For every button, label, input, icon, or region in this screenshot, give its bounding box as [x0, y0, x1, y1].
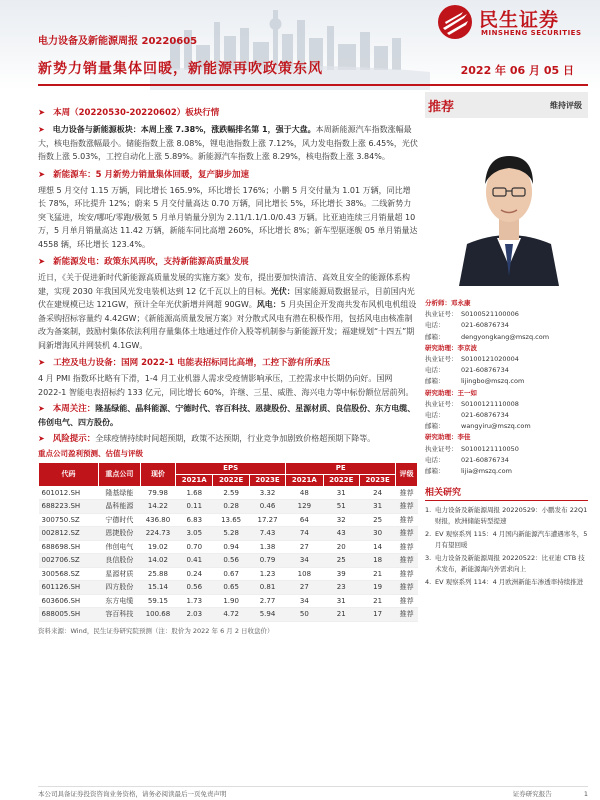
paragraph-market: ➤ 电力设备与新能源板块：本周上涨 7.38%，涨跌幅排名第 1，强于大盘。本周新能源汽车指数涨幅最大，核电指数涨幅最小。储能指数上涨 8.08%，锂电池指数上涨 7.12%，风力发电指数上涨 6.45%，光伏指数上涨 5.03%，工控自动化上涨 5.89%。新能源汽车指数上涨 8.29%，核电指数上涨 3.84%。 [38, 125, 418, 161]
analyst-detail: 执业证号： S0100121110050 [425, 444, 519, 453]
analyst-detail: 邮箱： lijia@mszq.com [425, 467, 512, 476]
table-cell: 1.68 [176, 486, 213, 500]
paragraph-ev: 理想 5 月交付 1.15 万辆，同比增长 165.9%，环比增长 176%；小鹏 5 月交付量为 1.01 万辆，同比增长 78%，环比提升 12%；蔚来 5 月交付量高达 0.70 万辆，同比增长 5%，环比增长 38%。二线新势力突飞猛进，埃安/哪吒/零跑/极氪 5 月单月销量分别为 2.11/1.1/1.0/0.43 万辆。比亚迪连续三月销量超 10 万，5 月单月销量高达 11.42 万辆，新能车同比高增 260%，环比增长 8%；新车型驱逐舰 05 单月销量达 4558 辆，环比增长 123.4%。 [38, 185, 418, 249]
table-cell: 25 [323, 554, 359, 568]
table-cell: 34 [286, 554, 323, 568]
related-research-list [425, 505, 588, 588]
related-item[interactable]: 3. 电力设备及新能源周报 20220522：比亚迪 CTB 技术发布，新能源海内外需求向上 [425, 554, 585, 574]
th-pe-2022e: 2022E [323, 474, 359, 486]
table-cell: 19.02 [140, 540, 175, 554]
table-cell: 0.41 [176, 554, 213, 568]
table-cell: 64 [286, 513, 323, 527]
table-cell: 东方电缆 [99, 594, 141, 608]
analyst-detail: 邮箱： dengyongkang@mszq.com [425, 332, 550, 341]
analyst-list [425, 298, 588, 477]
table-row [39, 567, 418, 581]
table-cell: 0.24 [176, 567, 213, 581]
table-cell: 23 [323, 581, 359, 595]
table-cell: 0.46 [249, 500, 285, 514]
analyst-name: 研究助理：李京波 [425, 343, 477, 352]
table-cell: 21 [323, 608, 359, 622]
bullet-arrow-icon: ➤ [38, 169, 46, 180]
table-cell: 14.02 [140, 554, 175, 568]
table-cell: 1.73 [176, 594, 213, 608]
table-cell: 13.65 [213, 513, 249, 527]
table-cell: 002706.SZ [39, 554, 99, 568]
table-cell: 59.15 [140, 594, 175, 608]
table-cell: 51 [323, 500, 359, 514]
th-pe-2023e: 2023E [359, 474, 395, 486]
th-eps-2021a: 2021A [176, 474, 213, 486]
table-cell: 14.22 [140, 500, 175, 514]
table-cell: 27 [286, 540, 323, 554]
table-cell: 436.80 [140, 513, 175, 527]
table-cell: 108 [286, 567, 323, 581]
table-cell: 0.28 [213, 500, 249, 514]
table-cell: 688005.SH [39, 608, 99, 622]
table-cell: 推荐 [396, 567, 418, 581]
related-item[interactable]: 2. EV 观察系列 115：4 月国内新能源汽车遭遇寒冬，5 月有望回暖 [425, 530, 588, 550]
table-cell: 74 [286, 527, 323, 541]
report-title: 新势力销量集体回暖，新能源再吹政策东风 [38, 61, 323, 77]
section-heading-ev: ➤ 新能源车：5 月新势力销量集体回暖，复产脚步加速 [38, 169, 250, 180]
table-row [39, 581, 418, 595]
table-cell: 100.68 [140, 608, 175, 622]
table-cell: 224.73 [140, 527, 175, 541]
analyst-detail: 执业证号： S0100521100006 [425, 310, 519, 319]
table-cell: 601012.SH [39, 486, 99, 500]
analyst-card [425, 388, 588, 433]
related-item[interactable]: 4. EV 观察系列 114：4 月欧洲新能车渗透率持续推进 [425, 578, 584, 587]
table-cell: 恩捷股份 [99, 527, 141, 541]
table-cell: 48 [286, 486, 323, 500]
table-cell: 31 [323, 486, 359, 500]
analyst-detail: 电话： 021-60876734 [425, 366, 509, 375]
table-cell: 0.67 [213, 567, 249, 581]
table-cell: 300750.SZ [39, 513, 99, 527]
table-cell: 0.81 [249, 581, 285, 595]
paragraph-power: 近日，《关于促进新时代新能源高质量发展的实施方案》发布，提出要加快清洁、高效且安全的能源体系构建，实现 2030 年我国风光发电装机达到 12 亿千瓦以上的目标。光伏：国家能源局数据显示，目前国内光伏在建规模已达 121GW，预计全年光伏新增并网超 90GW。风电：5 月央国企开发商共发布风机电机组设备采购招标容量约 4.42GW；《新能源高质量发展方案》对分散式风电有潜在积极作用，包括风电由核准制改为备案制，鼓励村集体依法利用存量集体土地通过作价入股等机制参与新能源开发；福建规划“十四五”期间新增海风并网装机 4.1GW。 [38, 273, 417, 350]
main-content [38, 92, 418, 635]
table-cell: 21 [359, 567, 395, 581]
th-pe: PE [286, 462, 396, 474]
table-cell: 002812.SZ [39, 527, 99, 541]
table-cell: 星源材质 [99, 567, 141, 581]
table-row [39, 608, 418, 622]
table-row [39, 486, 418, 500]
table-cell: 0.11 [176, 500, 213, 514]
analyst-card [425, 343, 588, 388]
table-cell: 603606.SH [39, 594, 99, 608]
th-code: 代码 [39, 462, 99, 486]
table-cell: 15.14 [140, 581, 175, 595]
forecast-table [38, 462, 418, 622]
section-heading-power: ➤ 新能源发电：政策东风再吹，支持新能源高质量发展 [38, 257, 249, 267]
bullet-arrow-icon: ➤ [38, 257, 46, 267]
table-cell: 17 [359, 608, 395, 622]
rating-label: 推荐 [428, 100, 455, 115]
table-source: 资料来源：Wind，民生证券研究院预测（注：股价为 2022 年 6 月 2 日收盘价） [38, 626, 274, 635]
table-cell: 推荐 [396, 581, 418, 595]
table-cell: 1.23 [249, 567, 285, 581]
report-header [0, 0, 600, 90]
rating-status: 维持评级 [550, 101, 582, 110]
table-row [39, 500, 418, 514]
table-cell: 6.83 [176, 513, 213, 527]
paragraph-industrial: 4 月 PMI 指数环比略有下滑，1-4 月工业机器人需求受疫情影响承压，工控需求中长期仍向好。国网 2022-1 智能电表招标约 133 亿元，同比增长 60%，许继、三星、威胜、海兴电力等中标份额位居前列。 [38, 374, 414, 397]
table-cell: 3.05 [176, 527, 213, 541]
table-cell: 24 [359, 486, 395, 500]
table-cell: 伟创电气 [99, 540, 141, 554]
table-cell: 129 [286, 500, 323, 514]
table-row [39, 527, 418, 541]
table-cell: 宁德时代 [99, 513, 141, 527]
table-cell: 17.27 [249, 513, 285, 527]
th-eps-2022e: 2022E [213, 474, 249, 486]
table-cell: 2.77 [249, 594, 285, 608]
table-cell: 34 [286, 594, 323, 608]
analyst-detail: 执业证号： S0100121110008 [425, 399, 519, 408]
bullet-arrow-icon: ➤ [38, 125, 45, 134]
disclaimer-note: 本公司具备证券投资咨询业务资格，请务必阅读最后一页免责声明 [38, 790, 227, 798]
table-cell: 5.94 [249, 608, 285, 622]
report-series: 电力设备及新能源周报 20220605 [38, 36, 198, 47]
table-cell: 推荐 [396, 500, 418, 514]
footer-doc-type: 证券研究报告 [512, 790, 552, 798]
table-cell: 推荐 [396, 554, 418, 568]
table-row [39, 554, 418, 568]
table-cell: 3.32 [249, 486, 285, 500]
analyst-name: 研究助理：王一如 [425, 388, 477, 397]
table-cell: 推荐 [396, 513, 418, 527]
section-heading-market: ➤ 本周（20220530-20220602）板块行情 [38, 108, 220, 118]
th-rating: 评级 [396, 462, 418, 486]
table-cell: 18 [359, 554, 395, 568]
table-cell: 39 [323, 567, 359, 581]
table-cell: 30 [359, 527, 395, 541]
bullet-arrow-icon: ➤ [38, 358, 46, 368]
bullet-arrow-icon: ➤ [38, 108, 46, 118]
th-eps-2023e: 2023E [249, 474, 285, 486]
analyst-name: 分析师：邓永康 [425, 299, 471, 307]
table-cell: 0.65 [213, 581, 249, 595]
table-row [39, 540, 418, 554]
risk-warning: ➤ 风险提示：全球疫情持续时间超预期，政策不达预期，行业竞争加剧致价格超预期下降等。 [38, 433, 376, 444]
table-cell: 1.38 [249, 540, 285, 554]
table-cell: 688698.SH [39, 540, 99, 554]
table-cell: 良信股份 [99, 554, 141, 568]
table-cell: 688223.SH [39, 500, 99, 514]
table-cell: 50 [286, 608, 323, 622]
watchlist: ➤ 本周关注：隆基绿能、晶科能源、宁德时代、容百科技、恩捷股份、星源材质、良信股份、东方电缆、伟创电气、四方股份。 [38, 404, 416, 427]
rating-bar [425, 92, 588, 118]
table-cell: 4.72 [213, 608, 249, 622]
table-cell: 四方股份 [99, 581, 141, 595]
th-name: 重点公司 [99, 462, 141, 486]
analyst-detail: 邮箱： lijingbo@mszq.com [425, 377, 525, 386]
table-cell: 推荐 [396, 594, 418, 608]
table-cell: 20 [323, 540, 359, 554]
table-cell: 晶科能源 [99, 500, 141, 514]
table-cell: 25.88 [140, 567, 175, 581]
minsheng-logo: 民生证券 MINSHENG SECURITIES [437, 2, 587, 42]
table-cell: 推荐 [396, 486, 418, 500]
report-date: 2022 年 06 月 05 日 [460, 64, 574, 77]
table-title: 重点公司盈利预测、估值与评级 [38, 448, 143, 458]
related-research-title: 相关研究 [425, 485, 588, 501]
analyst-detail: 邮箱： wangyiru@mszq.com [425, 422, 531, 431]
section-heading-industrial: ➤ 工控及电力设备：国网 2022-1 电能表招标同比高增，工控下游有所承压 [38, 358, 331, 368]
th-pe-2021a: 2021A [286, 474, 323, 486]
sidebar [425, 92, 588, 590]
analyst-detail: 电话： 021-60876734 [425, 455, 509, 464]
minsheng-logo-icon [437, 4, 475, 40]
page-footer [38, 786, 588, 798]
related-item[interactable]: 1. 电力设备及新能源周报 20220529：小鹏发布 22Q1 财报，欧洲储能转型提速 [425, 506, 588, 526]
table-cell: 1.90 [213, 594, 249, 608]
table-cell: 推荐 [396, 608, 418, 622]
analyst-detail: 执业证号： S0100121020004 [425, 355, 519, 364]
table-cell: 0.94 [213, 540, 249, 554]
analyst-detail: 电话： 021-60876734 [425, 411, 509, 420]
table-cell: 推荐 [396, 540, 418, 554]
table-cell: 0.56 [176, 581, 213, 595]
table-cell: 隆基绿能 [99, 486, 141, 500]
table-cell: 0.79 [249, 554, 285, 568]
analyst-photo [449, 126, 569, 286]
header-rule [38, 84, 588, 86]
th-price: 现价 [140, 462, 175, 486]
table-cell: 31 [323, 594, 359, 608]
table-row [39, 594, 418, 608]
table-cell: 21 [359, 594, 395, 608]
table-cell: 2.03 [176, 608, 213, 622]
table-cell: 43 [323, 527, 359, 541]
page-number: 1 [583, 790, 588, 798]
table-cell: 容百科技 [99, 608, 141, 622]
analyst-card [425, 298, 588, 343]
table-cell: 79.98 [140, 486, 175, 500]
table-cell: 0.70 [176, 540, 213, 554]
table-cell: 14 [359, 540, 395, 554]
table-cell: 31 [359, 500, 395, 514]
table-cell: 推荐 [396, 527, 418, 541]
table-cell: 27 [286, 581, 323, 595]
analyst-card [425, 432, 588, 477]
table-cell: 2.59 [213, 486, 249, 500]
table-cell: 300568.SZ [39, 567, 99, 581]
analyst-detail: 电话： 021-60876734 [425, 321, 509, 330]
th-eps: EPS [176, 462, 286, 474]
table-cell: 5.28 [213, 527, 249, 541]
bullet-arrow-icon: ➤ [38, 433, 45, 443]
analyst-name: 研究助理：李佳 [425, 433, 471, 442]
table-cell: 25 [359, 513, 395, 527]
table-cell: 601126.SH [39, 581, 99, 595]
table-cell: 19 [359, 581, 395, 595]
table-cell: 0.56 [213, 554, 249, 568]
bullet-arrow-icon: ➤ [38, 404, 45, 413]
table-cell: 32 [323, 513, 359, 527]
table-cell: 7.43 [249, 527, 285, 541]
table-row [39, 513, 418, 527]
